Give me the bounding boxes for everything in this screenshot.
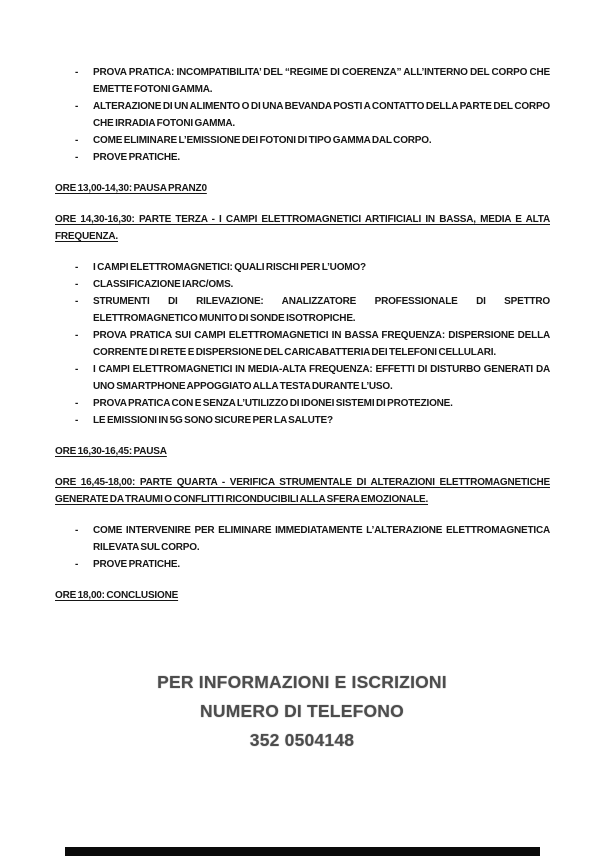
footer-phone-label: NUMERO DI TELEFONO: [200, 701, 404, 721]
bullet-dash: -: [75, 296, 79, 307]
bullet-text: PROVA PRATICA SUI CAMPI ELETTROMAGNETICI IN BASSA FREQUENZA: DISPERSIONE DELLA CORRENTE DI RETE E DISPERSIONE DEL CARICABATTERIA DEI TELEFONI CELLULARI.: [93, 330, 550, 358]
bullet-text: COME INTERVENIRE PER ELIMINARE IMMEDIATAMENTE L’ALTERAZIONE ELETTROMAGNETICA RILEVATA SUL CORPO.: [93, 525, 550, 553]
document-page: [55, 64, 550, 611]
bullet-text: PROVE PRATICHE.: [93, 152, 180, 163]
schedule-heading-conclusione: ORE 18,00: CONCLUSIONE: [55, 590, 179, 601]
bottom-bar: [65, 847, 540, 856]
bullet-text: LE EMISSIONI IN 5G SONO SICURE PER LA SALUTE?: [93, 415, 333, 426]
footer-phone-number: 352 0504148: [249, 730, 355, 750]
bullet-dash: -: [75, 262, 79, 273]
list-item: [75, 556, 550, 573]
bullet-dash: -: [75, 559, 79, 570]
bullet-dash: -: [75, 67, 79, 78]
bullet-text: PROVA PRATICA: INCOMPATIBILITA’ DEL “REGIME DI COERENZA” ALL’INTERNO DEL CORPO CHE EMETTE FOTONI GAMMA.: [93, 67, 550, 95]
bullet-dash: -: [75, 330, 79, 341]
bullet-list-gamma: [55, 64, 550, 166]
bullet-dash: -: [75, 135, 79, 146]
list-item: [75, 259, 550, 276]
schedule-heading-pausa-pranzo: ORE 13,00-14,30: PAUSA PRANZ0: [55, 183, 207, 194]
list-item: [75, 395, 550, 412]
schedule-heading-pausa: ORE 16,30-16,45: PAUSA: [55, 446, 167, 457]
bullet-text: PROVA PRATICA CON E SENZA L’UTILIZZO DI IDONEI SISTEMI DI PROTEZIONE.: [93, 398, 453, 409]
bullet-dash: -: [75, 364, 79, 375]
contact-footer: [0, 668, 604, 755]
bullet-list-parte-quarta: [55, 522, 550, 573]
bullet-text: I CAMPI ELETTROMAGNETICI IN MEDIA-ALTA FREQUENZA: EFFETTI DI DISTURBO GENERATI DA UNO SMARTPHONE APPOGGIATO ALLA TESTA DURANTE L’USO.: [93, 364, 550, 392]
bullet-dash: -: [75, 398, 79, 409]
list-item: [75, 98, 550, 132]
bullet-text: COME ELIMINARE L’EMISSIONE DEI FOTONI DI TIPO GAMMA DAL CORPO.: [93, 135, 432, 146]
bullet-dash: -: [75, 279, 79, 290]
bullet-text: STRUMENTI DI RILEVAZIONE: ANALIZZATORE PROFESSIONALE DI SPETTRO ELETTROMAGNETICO MUNITO DI SONDE ISOTROPICHE.: [93, 296, 550, 324]
bullet-dash: -: [75, 525, 79, 536]
bullet-dash: -: [75, 152, 79, 163]
bullet-text: CLASSIFICAZIONE IARC/OMS.: [93, 279, 234, 290]
schedule-heading-parte-terza: ORE 14,30-16,30: PARTE TERZA - I CAMPI ELETTROMAGNETICI ARTIFICIALI IN BASSA, MEDIA E ALTA FREQUENZA.: [55, 214, 550, 242]
bullet-text: ALTERAZIONE DI UN ALIMENTO O DI UNA BEVANDA POSTI A CONTATTO DELLA PARTE DEL CORPO CHE IRRADIA FOTONI GAMMA.: [93, 101, 550, 129]
bullet-dash: -: [75, 415, 79, 426]
list-item: [75, 64, 550, 98]
bullet-dash: -: [75, 101, 79, 112]
list-item: [75, 149, 550, 166]
list-item: [75, 293, 550, 327]
footer-info-line: PER INFORMAZIONI E ISCRIZIONI: [157, 672, 447, 692]
schedule-heading-parte-quarta: ORE 16,45-18,00: PARTE QUARTA - VERIFICA STRUMENTALE DI ALTERAZIONI ELETTROMAGNETICHE GENERATE DA TRAUMI O CONFLITTI RICONDUCIBILI ALLA SFERA EMOZIONALE.: [55, 477, 550, 505]
list-item: [75, 522, 550, 556]
list-item: [75, 412, 550, 429]
bullet-list-parte-terza: [55, 259, 550, 429]
list-item: [75, 327, 550, 361]
list-item: [75, 361, 550, 395]
list-item: [75, 132, 550, 149]
list-item: [75, 276, 550, 293]
bullet-text: I CAMPI ELETTROMAGNETICI: QUALI RISCHI PER L’UOMO?: [93, 262, 366, 273]
bullet-text: PROVE PRATICHE.: [93, 559, 180, 570]
